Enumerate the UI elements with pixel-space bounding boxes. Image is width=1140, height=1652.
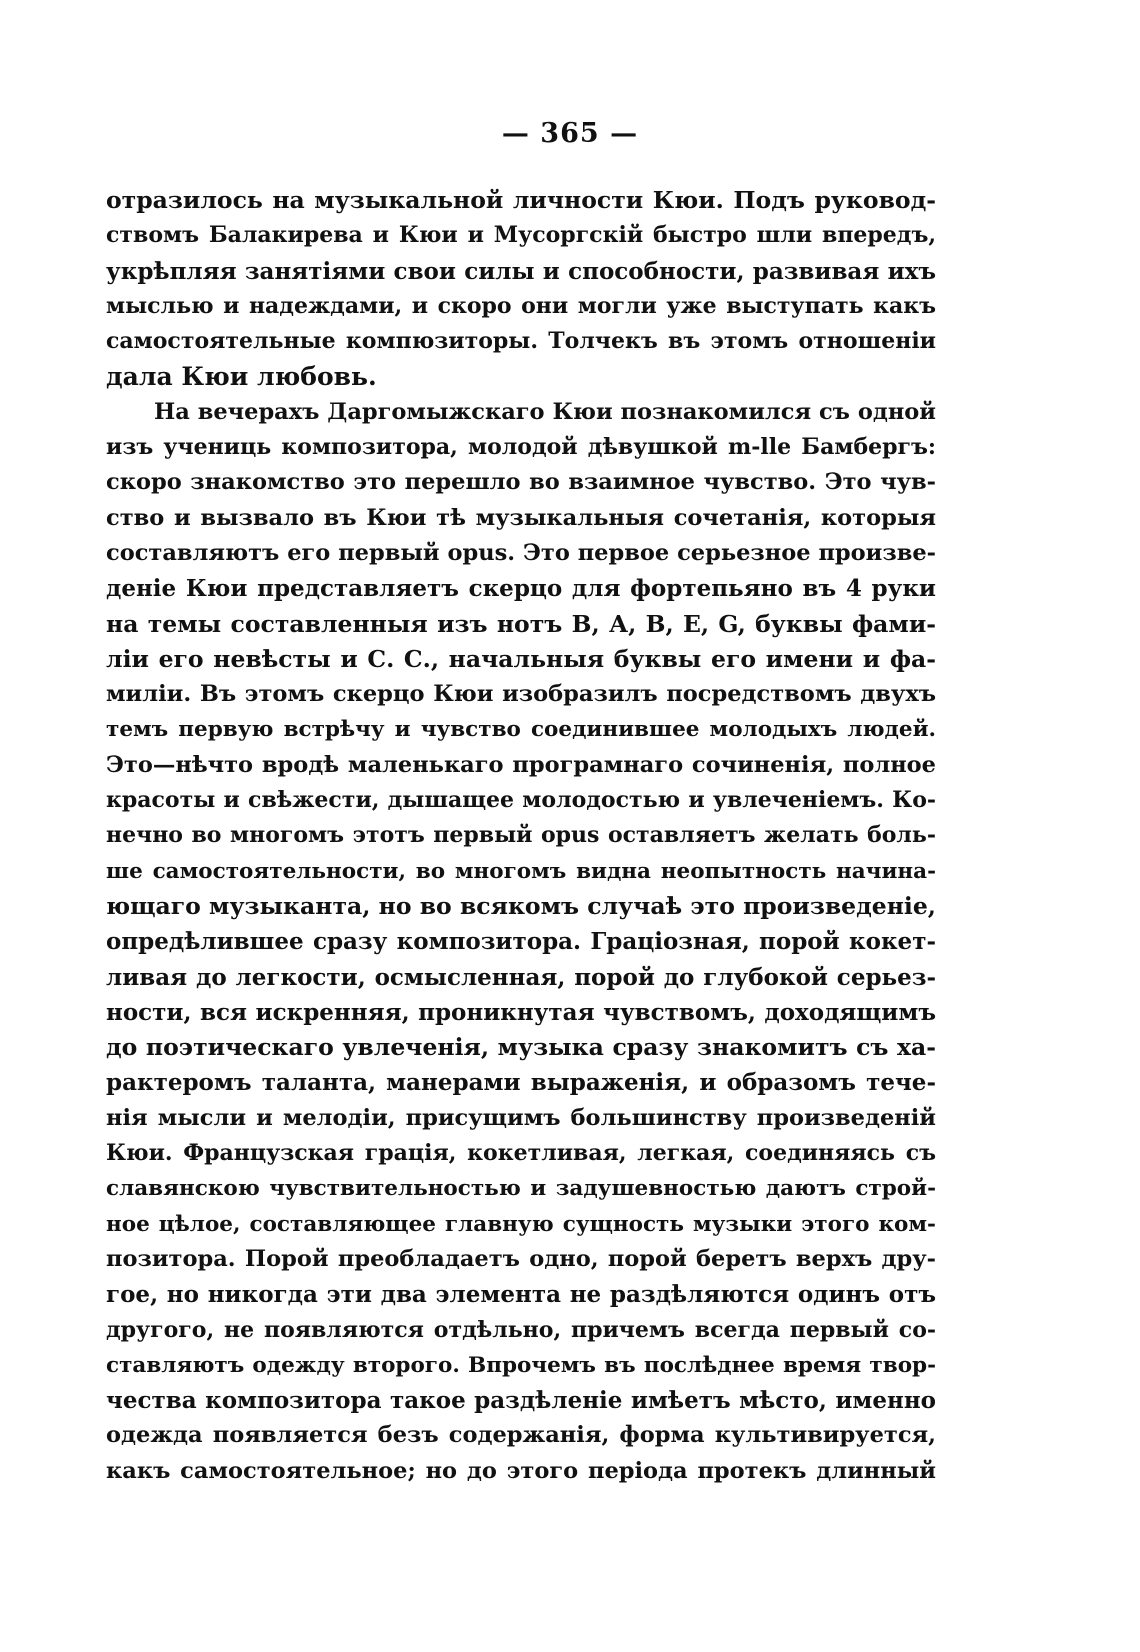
- paragraph-2: [106, 395, 936, 1489]
- page-number: — 365 —: [501, 118, 639, 149]
- text-line: на темы составленныя изъ нотъ В, А, В, Е, G, буквы фами-: [106, 609, 936, 638]
- text-line: скоро знакомство это перешло во взаимное чувство. Это чув-: [106, 469, 936, 496]
- text-line: ліи его невѣсты и С. С., начальныя буквы его имени и фа-: [106, 644, 936, 673]
- text-line: какъ самостоятельное; но до этого періода протекъ длинный: [106, 1457, 936, 1484]
- text-line: другого, не появляются отдѣльно, причемъ всегда первый со-: [106, 1316, 936, 1343]
- text-line: Это—нѣчто вродѣ маленькаго програмнаго сочиненія, полное: [106, 751, 936, 778]
- text-line: ное цѣлое, составляющее главную сущность музыки этого ком-: [106, 1211, 936, 1237]
- text-line: деніе Кюи представляетъ скерцо для фортепьяно въ 4 руки: [106, 575, 936, 603]
- text-line: опредѣлившее сразу композитора. Граціозная, порой кокет-: [106, 928, 936, 956]
- text-line: укрѣпляя занятіями свои силы и способности, развивая ихъ: [106, 257, 936, 285]
- text-line: ше самостоятельности, во многомъ видна неопытность начина-: [106, 858, 936, 884]
- text-line: славянскою чувствительностью и задушевностью даютъ строй-: [106, 1176, 936, 1202]
- text-line: ности, вся искренняя, проникнутая чувствомъ, доходящимъ: [106, 998, 936, 1026]
- text-line: изъ учениць композитора, молодой дѣвушкой m-lle Бамбергъ:: [106, 434, 936, 461]
- text-line: темъ первую встрѣчу и чувство соединившее молодыхъ людей.: [106, 717, 936, 743]
- text-line: ство и вызвало въ Кюи тѣ музыкальныя сочетанія, которыя: [106, 504, 936, 531]
- text-line: На вечерахъ Даргомыжскаго Кюи познакомился съ одной: [154, 398, 936, 425]
- text-line: одежда появляется безъ содержанія, форма культивируется,: [106, 1422, 936, 1449]
- text-line: нечно во многомъ этотъ первый opus оставляетъ желать боль-: [106, 822, 936, 849]
- text-line: отразилось на музыкальной личности Кюи. Подъ руковод-: [106, 186, 936, 214]
- text-line: гое, но никогда эти два элемента не раздѣляются одинъ отъ: [106, 1281, 936, 1309]
- text-line: ющаго музыканта, но во всякомъ случаѣ это произведеніе,: [106, 891, 936, 920]
- text-line: до поэтическаго увлеченія, музыка сразу знакомитъ съ ха-: [106, 1033, 936, 1062]
- text-line: мыслью и надеждами, и скоро они могли уже выступать какъ: [106, 292, 936, 319]
- text-line: миліи. Въ этомъ скерцо Кюи изобразилъ посредствомъ двухъ: [106, 681, 936, 708]
- text-line: Кюи. Французская грація, кокетливая, легкая, соединяясь съ: [106, 1140, 936, 1167]
- text-line: нія мысли и мелодіи, присущимъ большинству произведеній: [106, 1104, 936, 1131]
- body-text: [106, 183, 936, 1489]
- text-line: чества композитора такое раздѣленіе имѣетъ мѣсто, именно: [106, 1387, 936, 1415]
- text-line: ствомъ Балакирева и Кюи и Мусоргскій быстро шли впередъ,: [106, 222, 936, 249]
- text-line: позитора. Порой преобладаетъ одно, порой беретъ верхъ дру-: [106, 1245, 936, 1272]
- text-line: дала Кюи любовь.: [106, 362, 377, 392]
- paragraph-1: [106, 183, 936, 395]
- text-line: самостоятельные компюзиторы. Толчекъ въ этомъ отношеніи: [106, 328, 936, 355]
- text-line: рактеромъ таланта, манерами выраженія, и образомъ тече-: [106, 1069, 936, 1097]
- text-line: ставляютъ одежду второго. Впрочемъ въ послѣднее время твор-: [106, 1352, 936, 1378]
- text-line: составляютъ его первый opus. Это первое серьезное произве-: [106, 539, 936, 566]
- text-line: ливая до легкости, осмысленная, порой до глубокой серьез-: [106, 963, 936, 991]
- text-line: красоты и свѣжести, дышащее молодостью и увлеченіемъ. Ко-: [106, 787, 936, 814]
